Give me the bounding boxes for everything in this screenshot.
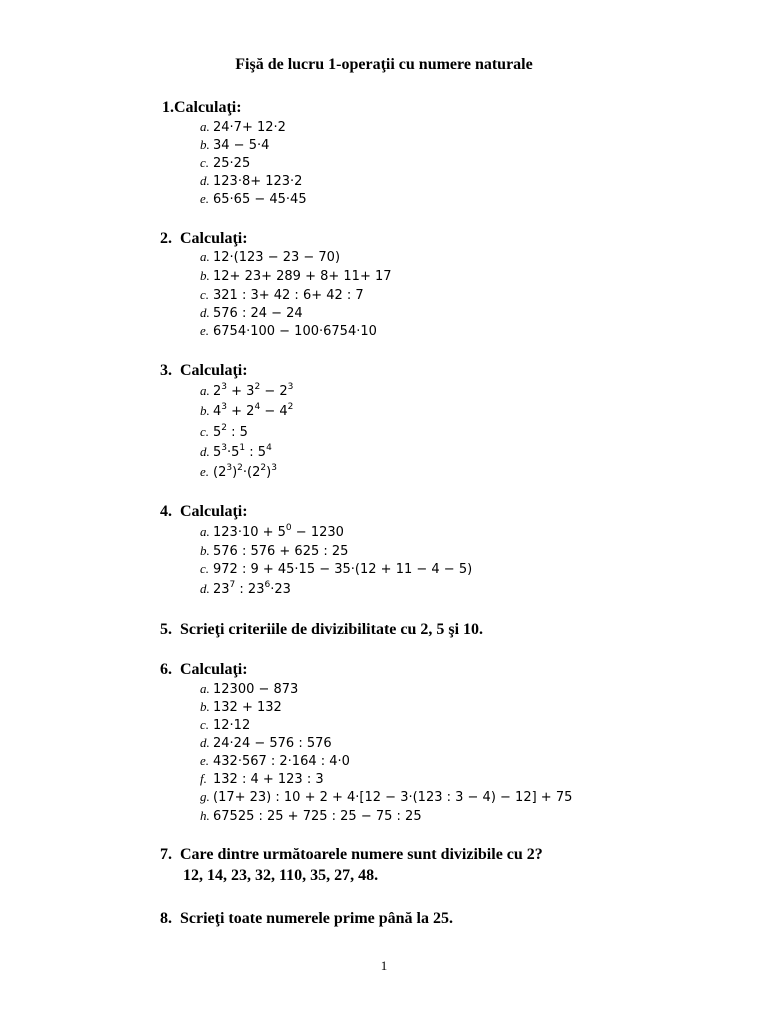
list-item: d. $23^7$ : $23^6\cdot 23$: [200, 580, 291, 597]
list-item: c. 972 : 9 + 45·15 − 35·(12 + 11 − 4 − 5): [200, 561, 473, 577]
list-item: a. 12300 − 873: [200, 681, 299, 697]
list-item: c. 12·12: [200, 717, 251, 733]
list-item: d. 123·8+ 123·2: [200, 173, 303, 189]
list-item: a. $2^3 + 3^2 - 2^3$: [200, 382, 294, 399]
page-number: 1: [380, 958, 388, 973]
list-item: a. 12·(123 − 23 − 70): [200, 249, 341, 265]
list-item: b. 12+ 23+ 289 + 8+ 11+ 17: [200, 268, 392, 284]
list-item: e. $(2^3)^2\cdot(2^2)^3$: [200, 463, 277, 480]
list-item: e. 65·65 − 45·45: [200, 191, 307, 207]
list-item: c. $5^2$ : 5: [200, 423, 248, 440]
section-2-heading: 2. Calculaţi:: [160, 230, 248, 247]
section-number: 1.: [162, 99, 174, 116]
list-item: b. 34 − 5·4: [200, 137, 270, 153]
section-3-heading: 3. Calculaţi:: [160, 362, 248, 379]
list-item: e. 432·567 : 2·164 : 4·0: [200, 753, 350, 769]
section-1-heading: [162, 99, 242, 117]
list-item: c. 321 : 3+ 42 : 6+ 42 : 7: [200, 287, 364, 303]
list-item: c. 25·25: [200, 155, 251, 171]
section-4-heading: 4. Calculaţi:: [160, 503, 248, 520]
list-item: a. $123\cdot 10 + 5^0 - 1230$: [200, 523, 344, 540]
list-item: h. 67525 : 25 + 725 : 25 − 75 : 25: [200, 808, 422, 824]
list-item: a. 24·7+ 12·2: [200, 119, 286, 135]
section-7-heading: 7. Care dintre următoarele numere sunt divizibile cu 2?: [160, 846, 543, 863]
list-item: b. 576 : 576 + 625 : 25: [200, 543, 349, 559]
list-item: d. 24·24 − 576 : 576: [200, 735, 332, 751]
list-item: g. (17+ 23) : 10 + 2 + 4·[12 − 3·(123 : 3 − 4) − 12] + 75: [200, 789, 573, 805]
section-heading-text: Calculaţi:: [174, 99, 242, 116]
section-8-heading: 8. Scrieţi toate numerele prime până la 25.: [160, 910, 453, 927]
list-item: d. $5^3\cdot 5^1$ : $5^4$: [200, 443, 272, 460]
section-5-heading: 5. Scrieţi criteriile de divizibilitate cu 2, 5 şi 10.: [160, 621, 484, 638]
list-item: d. 576 : 24 − 24: [200, 305, 303, 321]
list-item: b. 132 + 132: [200, 699, 282, 715]
list-item: b. $4^3 + 2^4 - 4^2$: [200, 402, 294, 419]
section-7-numbers: 12, 14, 23, 32, 110, 35, 27, 48.: [183, 867, 379, 884]
page-title: Fişă de lucru 1-operaţii cu numere naturale: [235, 56, 533, 73]
list-item: f. 132 : 4 + 123 : 3: [200, 771, 324, 787]
section-6-heading: 6. Calculaţi:: [160, 661, 248, 678]
list-item: e. 6754·100 − 100·6754·10: [200, 323, 377, 339]
